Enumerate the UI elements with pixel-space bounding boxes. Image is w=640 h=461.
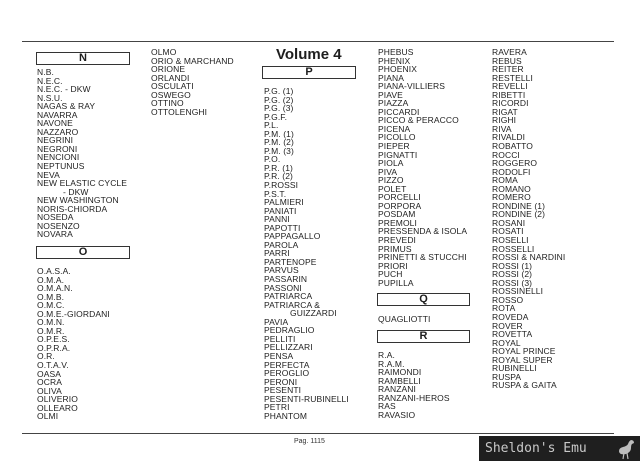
index-entry: N.E.C. - DKW: [37, 84, 91, 95]
index-entry: OLLEARO: [37, 402, 78, 413]
index-entry: PICCARDI: [378, 106, 420, 117]
index-entry: NENCIONI: [37, 152, 80, 163]
index-entry: PHEBUS: [378, 47, 414, 57]
index-entry: ROYAL PRINCE: [492, 346, 556, 357]
index-entry: PARRI: [264, 248, 290, 259]
index-entry: ROSSI (3): [492, 277, 533, 288]
index-entry: PETRI: [264, 402, 290, 413]
index-entry: PASSONI: [264, 282, 302, 293]
index-entry: PIAVE: [378, 89, 403, 100]
index-entry: OSWEGO: [151, 89, 191, 100]
index-entry: PRIORI: [378, 260, 408, 271]
index-entry: O.M.E.-GIORDANI: [37, 308, 110, 319]
index-entry: NEGRINI: [37, 135, 74, 146]
index-entry: P.L.: [264, 120, 279, 131]
index-entry: PUPILLA: [378, 277, 414, 288]
page-number: Pag. 1115: [294, 438, 325, 445]
section-n-list: [37, 68, 127, 239]
index-entry: P.G. (1): [264, 86, 294, 96]
index-entry: PIAZZA: [378, 98, 409, 109]
index-entry: PASSARIN: [264, 274, 308, 285]
index-entry: QUAGLIOTTI: [378, 314, 431, 324]
index-entry: ROMERO: [492, 192, 531, 203]
index-entry: OLIVERIO: [37, 394, 78, 405]
index-entry: ROYAL: [492, 337, 521, 348]
index-entry: PRESSENDA & ISOLA: [378, 226, 468, 237]
index-entry: RONDINE (1): [492, 200, 546, 211]
index-entry: RIVA: [492, 123, 512, 134]
index-entry: RUBINELLI: [492, 363, 537, 374]
index-entry: PELLIZZARI: [264, 342, 313, 353]
index-entry: PENSA: [264, 350, 294, 361]
index-entry: PIANA-VILLIERS: [378, 81, 446, 92]
index-entry: PIOLA: [378, 158, 404, 169]
index-entry: PAPOTTI: [264, 222, 301, 233]
index-entry: R.A.: [378, 350, 395, 360]
index-entry: PIZZO: [378, 175, 404, 186]
index-entry: RIGHI: [492, 115, 517, 126]
index-entry: PELLITI: [264, 333, 296, 344]
index-entry: ROVEDA: [492, 311, 529, 322]
section-r-list: [378, 351, 450, 419]
index-entry: PREVEDI: [378, 235, 417, 246]
index-entry: ROMA: [492, 175, 518, 186]
index-entry: OASA: [37, 368, 62, 379]
index-entry: P.G. (2): [264, 94, 294, 105]
index-entry: O.M.N.: [37, 317, 65, 328]
section-p-list: [264, 87, 349, 420]
index-entry: ROBATTO: [492, 141, 534, 152]
index-entry: NEGRONI: [37, 143, 78, 154]
index-entry: OTTINO: [151, 98, 184, 109]
section-header-o: O: [36, 246, 130, 259]
index-entry: P.M. (3): [264, 145, 294, 156]
index-entry: RESTELLI: [492, 72, 533, 83]
index-entry: RUSPA: [492, 371, 522, 382]
index-entry: PERFECTA: [264, 359, 310, 370]
section-p-continued-list: [378, 48, 467, 287]
index-entry: PATRIARCA &: [264, 299, 321, 310]
index-entry: PHOENIX: [378, 64, 417, 75]
index-entry: ROSELLI: [492, 235, 529, 246]
index-entry: OTTOLENGHI: [151, 106, 208, 117]
index-entry: N.S.U.: [37, 92, 63, 103]
watermark-text: Sheldon's Emu: [485, 441, 587, 456]
index-entry: ROSATI: [492, 226, 524, 237]
index-entry: O.P.R.A.: [37, 342, 71, 353]
index-entry: RANZANI: [378, 384, 417, 395]
index-entry: PANNI: [264, 214, 290, 225]
index-entry: ROSANI: [492, 217, 526, 228]
index-entry: RUSPA & GAITA: [492, 380, 557, 391]
index-entry: RAIMONDI: [378, 367, 422, 378]
index-entry: O.M.R.: [37, 325, 65, 336]
index-entry: O.M.B.: [37, 291, 65, 302]
index-entry: ORLANDI: [151, 72, 190, 83]
index-entry: PAROLA: [264, 239, 299, 250]
index-entry: PEDRAGLIO: [264, 325, 315, 336]
index-entry: ROSSO: [492, 294, 524, 305]
index-entry: RONDINE (2): [492, 209, 546, 220]
index-entry: PEROGLIO: [264, 368, 310, 379]
index-entry: PIGNATTI: [378, 149, 418, 160]
index-entry: OLMI: [37, 411, 59, 422]
index-entry: PATRIARCA: [264, 291, 313, 302]
index-entry: OSCULATI: [151, 81, 194, 92]
index-entry: PICOLLO: [378, 132, 416, 143]
index-entry: O.P.E.S.: [37, 334, 70, 345]
index-entry: PIEPER: [378, 141, 410, 152]
emu-icon: [617, 438, 637, 460]
index-entry: N.B.: [37, 67, 54, 77]
volume-title: Volume 4: [276, 46, 342, 63]
index-entry: OCRA: [37, 377, 62, 388]
index-entry: NAGAS & RAY: [37, 101, 96, 112]
index-entry: PRINETTI & STUCCHI: [378, 252, 467, 263]
index-entry: PREMOLI: [378, 217, 417, 228]
index-entry: ROSSELLI: [492, 243, 535, 254]
index-entry: RIVALDI: [492, 132, 526, 143]
index-entry: PERONI: [264, 376, 298, 387]
index-entry: PALMIERI: [264, 197, 304, 208]
index-entry: ROVETTA: [492, 329, 533, 340]
index-entry: NEVA: [37, 169, 60, 180]
index-entry: P.ROSSI: [264, 180, 299, 191]
index-entry: ROTA: [492, 303, 516, 314]
index-entry: NEPTUNUS: [37, 161, 85, 172]
index-entry: ROSSI & NARDINI: [492, 252, 566, 263]
index-entry: REVELLI: [492, 81, 528, 92]
index-entry: ORIO & MARCHAND: [151, 55, 234, 66]
index-entry: RAVERA: [492, 47, 527, 57]
index-entry: RODOLFI: [492, 166, 531, 177]
index-entry: PUCH: [378, 269, 403, 280]
index-entry: NOSEDA: [37, 212, 74, 223]
top-rule: [22, 41, 614, 42]
index-entry: RAS: [378, 401, 396, 412]
index-entry: ROGGERO: [492, 158, 538, 169]
index-entry: ROCCI: [492, 149, 520, 160]
bottom-rule: [22, 433, 614, 434]
index-entry: RIBETTI: [492, 89, 526, 100]
index-entry: PIANA: [378, 72, 405, 83]
section-header-q: Q: [377, 293, 470, 306]
index-entry: PHENIX: [378, 55, 411, 66]
index-entry: PARTENOPE: [264, 256, 317, 267]
index-entry: RICORDI: [492, 98, 529, 109]
index-entry: ROSSI (1): [492, 260, 533, 271]
index-entry: ROMANO: [492, 183, 531, 194]
index-entry: NORIS-CHIORDA: [37, 203, 108, 214]
index-entry: GUIZZARDI: [290, 308, 337, 319]
index-entry: NAVONE: [37, 118, 73, 129]
index-entry: PAPPAGALLO: [264, 231, 321, 242]
index-entry: NEW ELASTIC CYCLE: [37, 178, 128, 189]
index-entry: - DKW: [63, 186, 89, 197]
index-entry: POSDAM: [378, 209, 416, 220]
index-entry: O.T.A.V.: [37, 360, 69, 371]
index-entry: PAVIA: [264, 316, 289, 327]
section-q-list: [378, 315, 430, 324]
section-header-n: N: [36, 52, 130, 65]
index-entry: PORCELLI: [378, 192, 421, 203]
index-entry: OLIVA: [37, 385, 62, 396]
index-entry: P.S.T.: [264, 188, 287, 199]
index-entry: RAMBELLI: [378, 375, 421, 386]
index-entry: NOSENZO: [37, 220, 80, 231]
index-entry: NAVARRA: [37, 109, 78, 120]
index-entry: R.A.M.: [378, 358, 405, 369]
section-o-list: [37, 267, 110, 421]
index-entry: P.M. (2): [264, 137, 294, 148]
index-entry: ORIONE: [151, 64, 186, 75]
watermark: [479, 436, 640, 461]
index-entry: P.R. (1): [264, 162, 293, 173]
index-entry: PORPORA: [378, 200, 422, 211]
section-r-continued-list: [492, 48, 565, 390]
section-header-p: P: [262, 66, 356, 79]
index-entry: O.M.A.: [37, 274, 65, 285]
index-entry: OLMO: [151, 47, 177, 57]
index-entry: P.G.F.: [264, 111, 288, 122]
index-entry: PARVUS: [264, 265, 299, 276]
index-entry: ROSSI (2): [492, 269, 533, 280]
index-entry: O.M.C.: [37, 300, 65, 311]
index-entry: PRIMUS: [378, 243, 412, 254]
index-entry: POLET: [378, 183, 407, 194]
index-entry: PHANTOM: [264, 410, 308, 421]
index-entry: ROYAL SUPER: [492, 354, 553, 365]
index-entry: PIVA: [378, 166, 398, 177]
section-header-r: R: [377, 330, 470, 343]
index-entry: P.R. (2): [264, 171, 293, 182]
index-entry: REBUS: [492, 55, 522, 66]
section-o-continued-list: [151, 48, 234, 116]
index-entry: REITER: [492, 64, 524, 75]
index-entry: PESENTI: [264, 385, 302, 396]
index-entry: NOVARA: [37, 229, 73, 240]
index-entry: RIGAT: [492, 106, 518, 117]
index-entry: O.R.: [37, 351, 55, 362]
index-entry: PICCO & PERACCO: [378, 115, 459, 126]
index-entry: RAVASIO: [378, 409, 416, 420]
index-entry: NAZZARO: [37, 126, 79, 137]
index-entry: P.G. (3): [264, 103, 294, 114]
index-entry: P.M. (1): [264, 128, 294, 139]
index-entry: PICENA: [378, 123, 411, 134]
index-entry: P.O.: [264, 154, 281, 165]
index-entry: O.A.S.A.: [37, 266, 71, 276]
index-entry: NEW WASHINGTON: [37, 195, 119, 206]
index-entry: ROVER: [492, 320, 523, 331]
index-entry: RANZANI-HEROS: [378, 392, 450, 403]
index-entry: ROSSINELLI: [492, 286, 544, 297]
index-entry: N.E.C.: [37, 75, 63, 86]
index-entry: PESENTI-RUBINELLI: [264, 393, 349, 404]
index-entry: O.M.A.N.: [37, 283, 73, 294]
index-entry: PANIATI: [264, 205, 297, 216]
